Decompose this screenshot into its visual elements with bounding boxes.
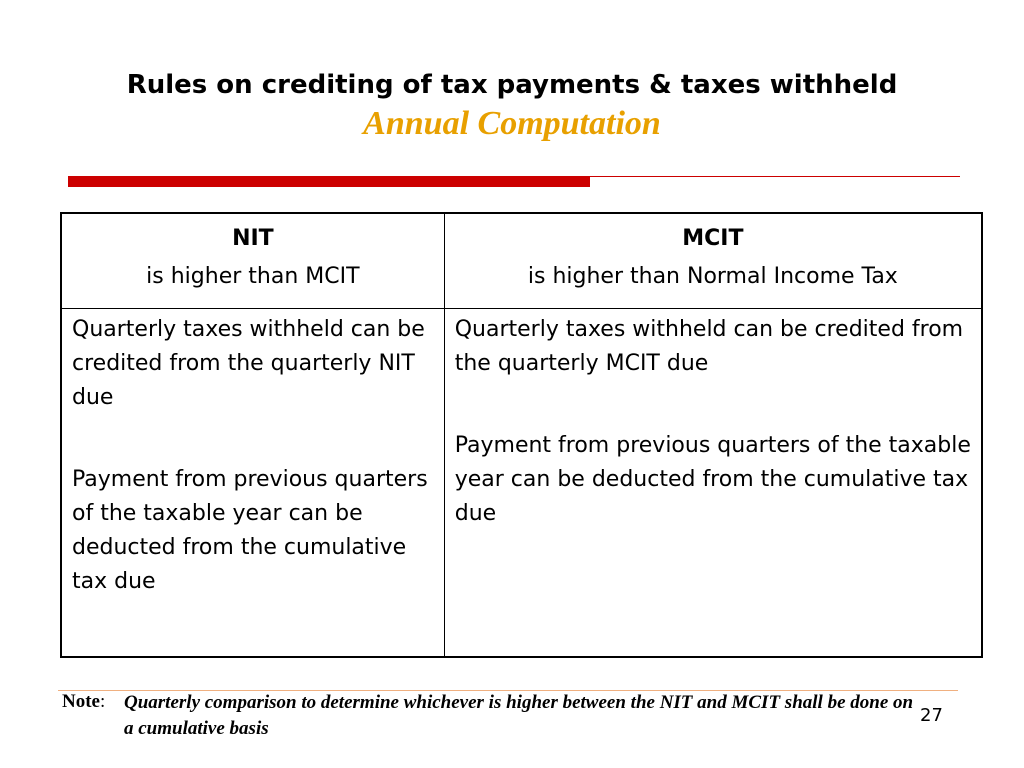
note-text: Quarterly comparison to determine whichever is higher between the NIT and MCIT shall be done on a cumulative basis bbox=[124, 692, 914, 739]
header-mcit-subtitle: is higher than Normal Income Tax bbox=[527, 264, 898, 289]
comparison-table bbox=[60, 212, 983, 658]
slide-subtitle: Annual Computation bbox=[363, 105, 661, 142]
cell-nit-rules bbox=[61, 309, 444, 658]
cell-mcit-rules bbox=[444, 309, 982, 658]
table-row bbox=[61, 309, 982, 658]
nit-rule-withheld: Quarterly taxes withheld can be credited from the quarterly NIT due bbox=[72, 317, 425, 410]
header-mcit-title: MCIT bbox=[682, 226, 744, 251]
page-number: 27 bbox=[920, 705, 943, 726]
title-underline-thin bbox=[590, 176, 960, 177]
header-nit-subtitle: is higher than MCIT bbox=[146, 264, 360, 289]
table-header-row bbox=[61, 213, 982, 309]
slide-title: Rules on crediting of tax payments & taxes withheld bbox=[126, 70, 898, 100]
mcit-rule-payment: Payment from previous quarters of the taxable year can be deducted from the cumulative tax due bbox=[454, 433, 971, 526]
title-underline-thick bbox=[68, 176, 590, 187]
header-mcit bbox=[444, 213, 982, 309]
note-label bbox=[62, 690, 105, 714]
note-separator: : bbox=[99, 691, 106, 712]
mcit-rule-withheld: Quarterly taxes withheld can be credited from the quarterly MCIT due bbox=[454, 317, 964, 376]
header-nit bbox=[61, 213, 444, 309]
note-label-text: Note bbox=[62, 691, 100, 712]
nit-rule-payment: Payment from previous quarters of the taxable year can be deducted from the cumulative tax due bbox=[72, 467, 428, 594]
header-nit-title: NIT bbox=[232, 226, 274, 251]
